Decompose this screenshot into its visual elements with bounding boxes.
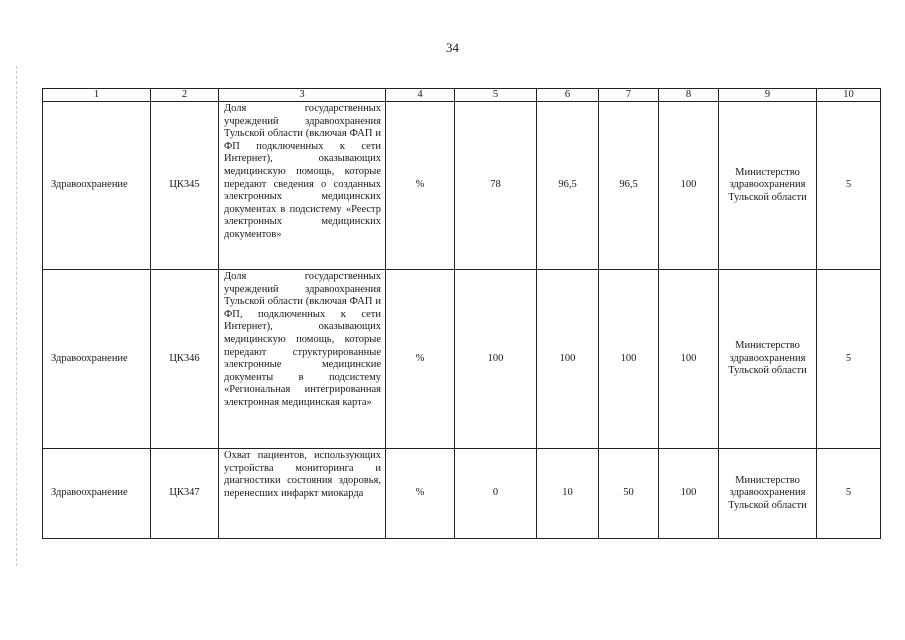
column-header: 1 bbox=[43, 89, 151, 102]
value-cell: 100 bbox=[455, 270, 537, 449]
value-cell: 100 bbox=[659, 270, 719, 449]
unit-cell: % bbox=[386, 102, 455, 270]
indicator-description-cell: Доля государственных учреждений здравоохранения Тульской области (включая ФАП и ФП, подключенных к сети Интернет), оказывающих медицинскую помощь, которые передают структурированные электронные медицинские документы в подсистему «Региональная интегрированная электронная медицинская карта» bbox=[219, 270, 386, 449]
value-cell: 100 bbox=[659, 102, 719, 270]
column-header: 3 bbox=[219, 89, 386, 102]
value-cell: 96,5 bbox=[537, 102, 599, 270]
table-row bbox=[43, 449, 881, 539]
indicator-description-cell: Охват пациентов, использующих устройства мониторинга и диагностики состояния здоровья, перенесших инфаркт миокарда bbox=[219, 449, 386, 539]
responsible-cell: Министерство здравоохранения Тульской области bbox=[719, 102, 817, 270]
value-cell: 100 bbox=[599, 270, 659, 449]
value-cell: 78 bbox=[455, 102, 537, 270]
column-header: 10 bbox=[817, 89, 881, 102]
column-header: 6 bbox=[537, 89, 599, 102]
column-header: 8 bbox=[659, 89, 719, 102]
unit-cell: % bbox=[386, 270, 455, 449]
sector-cell: Здравоохранение bbox=[43, 449, 151, 539]
value-cell: 96,5 bbox=[599, 102, 659, 270]
value-cell: 0 bbox=[455, 449, 537, 539]
responsible-cell: Министерство здравоохранения Тульской области bbox=[719, 449, 817, 539]
value-cell: 5 bbox=[817, 270, 881, 449]
table-header-row bbox=[43, 89, 881, 102]
column-header: 4 bbox=[386, 89, 455, 102]
column-header: 7 bbox=[599, 89, 659, 102]
sector-cell: Здравоохранение bbox=[43, 270, 151, 449]
value-cell: 100 bbox=[537, 270, 599, 449]
indicator-code-cell: ЦК345 bbox=[151, 102, 219, 270]
unit-cell: % bbox=[386, 449, 455, 539]
value-cell: 5 bbox=[817, 449, 881, 539]
indicators-table bbox=[42, 88, 881, 539]
value-cell: 50 bbox=[599, 449, 659, 539]
indicator-code-cell: ЦК347 bbox=[151, 449, 219, 539]
indicator-code-cell: ЦК346 bbox=[151, 270, 219, 449]
column-header: 2 bbox=[151, 89, 219, 102]
table-row bbox=[43, 102, 881, 270]
value-cell: 10 bbox=[537, 449, 599, 539]
table-row bbox=[43, 270, 881, 449]
page-number: 34 bbox=[446, 40, 459, 55]
responsible-cell: Министерство здравоохранения Тульской области bbox=[719, 270, 817, 449]
value-cell: 100 bbox=[659, 449, 719, 539]
column-header: 9 bbox=[719, 89, 817, 102]
value-cell: 5 bbox=[817, 102, 881, 270]
sector-cell: Здравоохранение bbox=[43, 102, 151, 270]
scan-margin-marks bbox=[16, 66, 19, 566]
column-header: 5 bbox=[455, 89, 537, 102]
indicator-description-cell: Доля государственных учреждений здравоохранения Тульской области (включая ФАП и ФП подключенных к сети Интернет), оказывающих медицинскую помощь, которые передают сведения о созданных электронных медицинских документах в подсистему «Реестр электронных медицинских документов» bbox=[219, 102, 386, 270]
